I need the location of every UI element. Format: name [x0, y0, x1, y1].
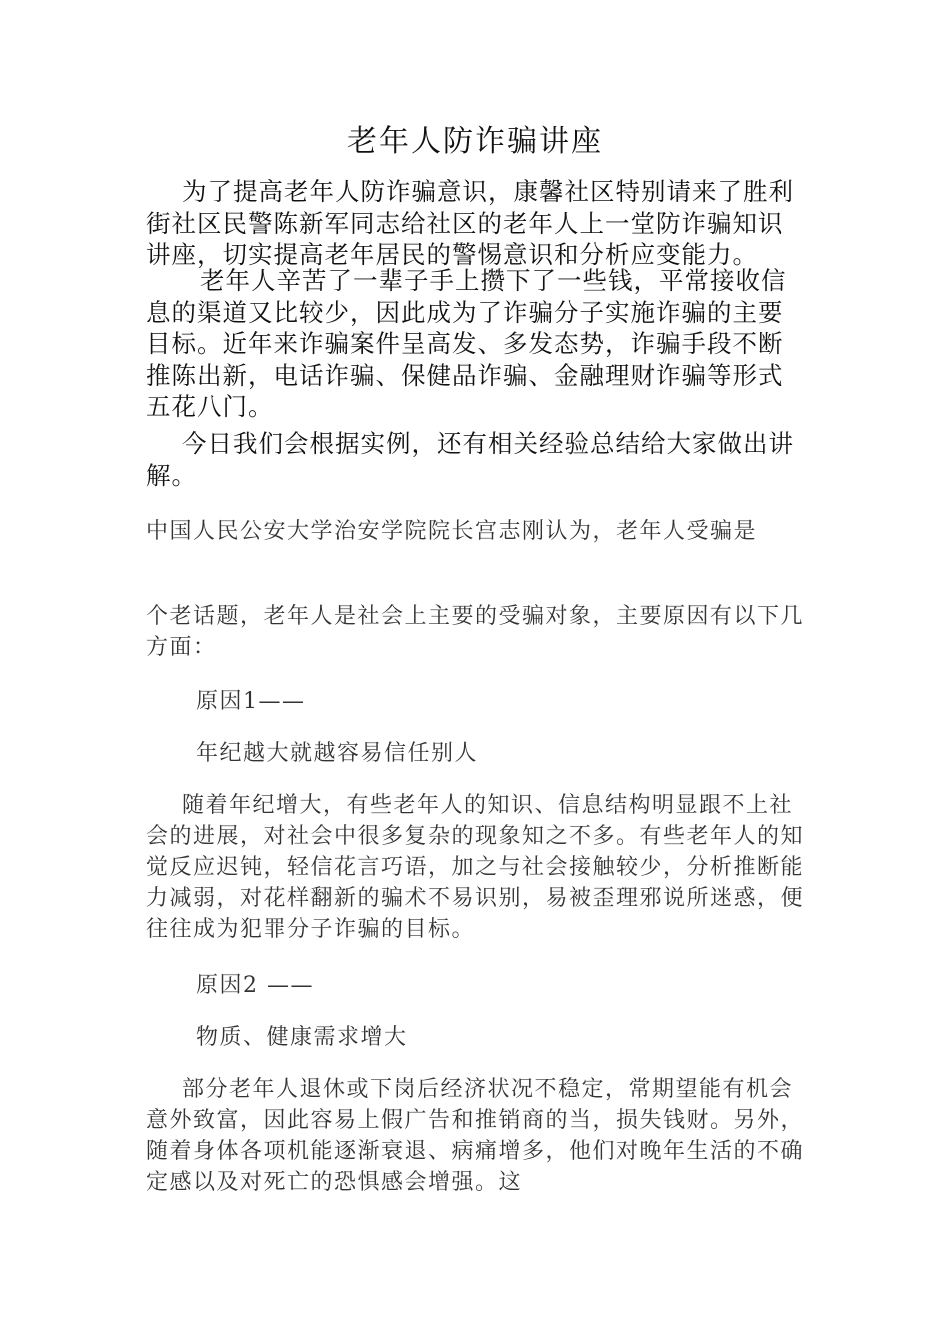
reason-2-body: 部分老年人退休或下岗后经济状况不稳定，常期望能有机会意外致富，因此容易上假广告和推销商的当，损失钱财。另外，随着身体各项机能逐渐衰退、病痛增多，他们对晚年生活的不确定感以及对死亡的恐惧感会增强。这	[146, 1077, 805, 1195]
paragraph-intro: 为了提高老年人防诈骗意识，康馨社区特别请来了胜利街社区民警陈新军同志给社区的老年人上一堂防诈骗知识讲座，切实提高老年居民的警惕意识和分析应变能力。	[146, 177, 794, 269]
document-title: 老年人防诈骗讲座	[347, 124, 603, 159]
reason-2-heading: 原因2 ——	[196, 973, 314, 998]
paragraph-background: 老年人辛苦了一辈子手上攒下了一些钱，平常接收信息的渠道又比较少，因此成为了诈骗分子实施诈骗的主要目标。近年来诈骗案件呈高发、多发态势，诈骗手段不断推陈出新，电话诈骗、保健品诈骗、金融理财诈骗等形式五花八门。	[146, 266, 787, 421]
reason-1-title: 年纪越大就越容易信任别人	[196, 741, 479, 766]
paragraph-expert-view: 中国人民公安大学治安学院院长宫志刚认为，老年人受骗是	[146, 519, 758, 544]
paragraph-main-reasons: 个老话题，老年人是社会上主要的受骗对象，主要原因有以下几方面：	[146, 604, 805, 660]
reason-1-body: 随着年纪增大，有些老年人的知识、信息结构明显跟不上社会的进展，对社会中很多复杂的现象知之不多。有些老年人的知觉反应迟钝，轻信花言巧语，加之与社会接触较少，分析推断能力减弱，对花样翻新的骗术不易识别，易被歪理邪说所迷惑，便往往成为犯罪分子诈骗的目标。	[146, 793, 805, 942]
reason-1-heading: 原因1——	[196, 689, 306, 714]
reason-2-title: 物质、健康需求增大	[196, 1025, 408, 1050]
paragraph-today: 今日我们会根据实例，还有相关经验总结给大家做出讲解。	[146, 429, 794, 490]
